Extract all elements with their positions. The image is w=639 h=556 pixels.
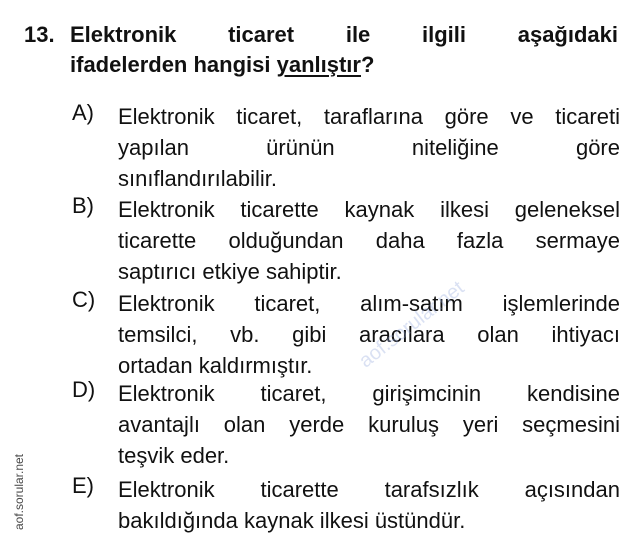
option-e-line-2: bakıldığında kaynak ilkesi üstündür.: [118, 508, 466, 533]
option-d-text: [118, 378, 620, 471]
question-number: 13.: [24, 22, 55, 47]
option-c-line-3: ortadan kaldırmıştır.: [118, 353, 313, 378]
option-b-line-3: saptırıcı etkiye sahiptir.: [118, 259, 342, 284]
option-e-text: [118, 474, 620, 536]
side-watermark: aof.sorular.net: [12, 453, 26, 531]
option-b-line-2: ticarette olduğundan daha fazla sermaye: [118, 228, 620, 253]
option-c-letter: C): [72, 287, 96, 312]
option-b-text: [118, 194, 620, 287]
option-b[interactable]: [72, 194, 620, 287]
option-c-line-1: Elektronik ticaret, alım-satım işlemlerinde: [118, 291, 620, 316]
option-b-line-1: Elektronik ticarette kaynak ilkesi geleneksel: [118, 197, 620, 222]
option-d-letter: D): [72, 377, 96, 402]
option-c-line-2: temsilci, vb. gibi aracılara olan ihtiyacı: [118, 322, 620, 347]
question-line-2-suffix: ?: [360, 52, 375, 77]
question-emphasis: yanlıştır: [276, 52, 361, 77]
option-a-line-2: yapılan ürünün niteliğine göre: [118, 135, 620, 160]
option-a-text: [118, 101, 620, 194]
option-e[interactable]: [72, 474, 620, 536]
option-d-line-1: Elektronik ticaret, girişimcinin kendisine: [118, 381, 620, 406]
option-a-letter: A): [72, 100, 94, 125]
center-watermark: aof.sorular.net: [355, 276, 469, 373]
option-a[interactable]: [72, 101, 620, 194]
question-line-1: Elektronik ticaret ile ilgili aşağıdaki: [70, 22, 618, 47]
question-line-2-prefix: ifadelerden hangisi: [70, 52, 277, 77]
option-b-letter: B): [72, 193, 94, 218]
option-a-line-1: Elektronik ticaret, taraflarına göre ve ticareti: [118, 104, 620, 129]
option-d[interactable]: [72, 378, 620, 471]
option-d-line-3: teşvik eder.: [118, 443, 230, 468]
option-a-line-3: sınıflandırılabilir.: [118, 166, 277, 191]
option-e-line-1: Elektronik ticarette tarafsızlık açısından: [118, 477, 620, 502]
option-c[interactable]: [72, 288, 620, 381]
question-text: [70, 20, 618, 80]
option-d-line-2: avantajlı olan yerde kuruluş yeri seçmesini: [118, 412, 620, 437]
option-e-letter: E): [72, 473, 94, 498]
